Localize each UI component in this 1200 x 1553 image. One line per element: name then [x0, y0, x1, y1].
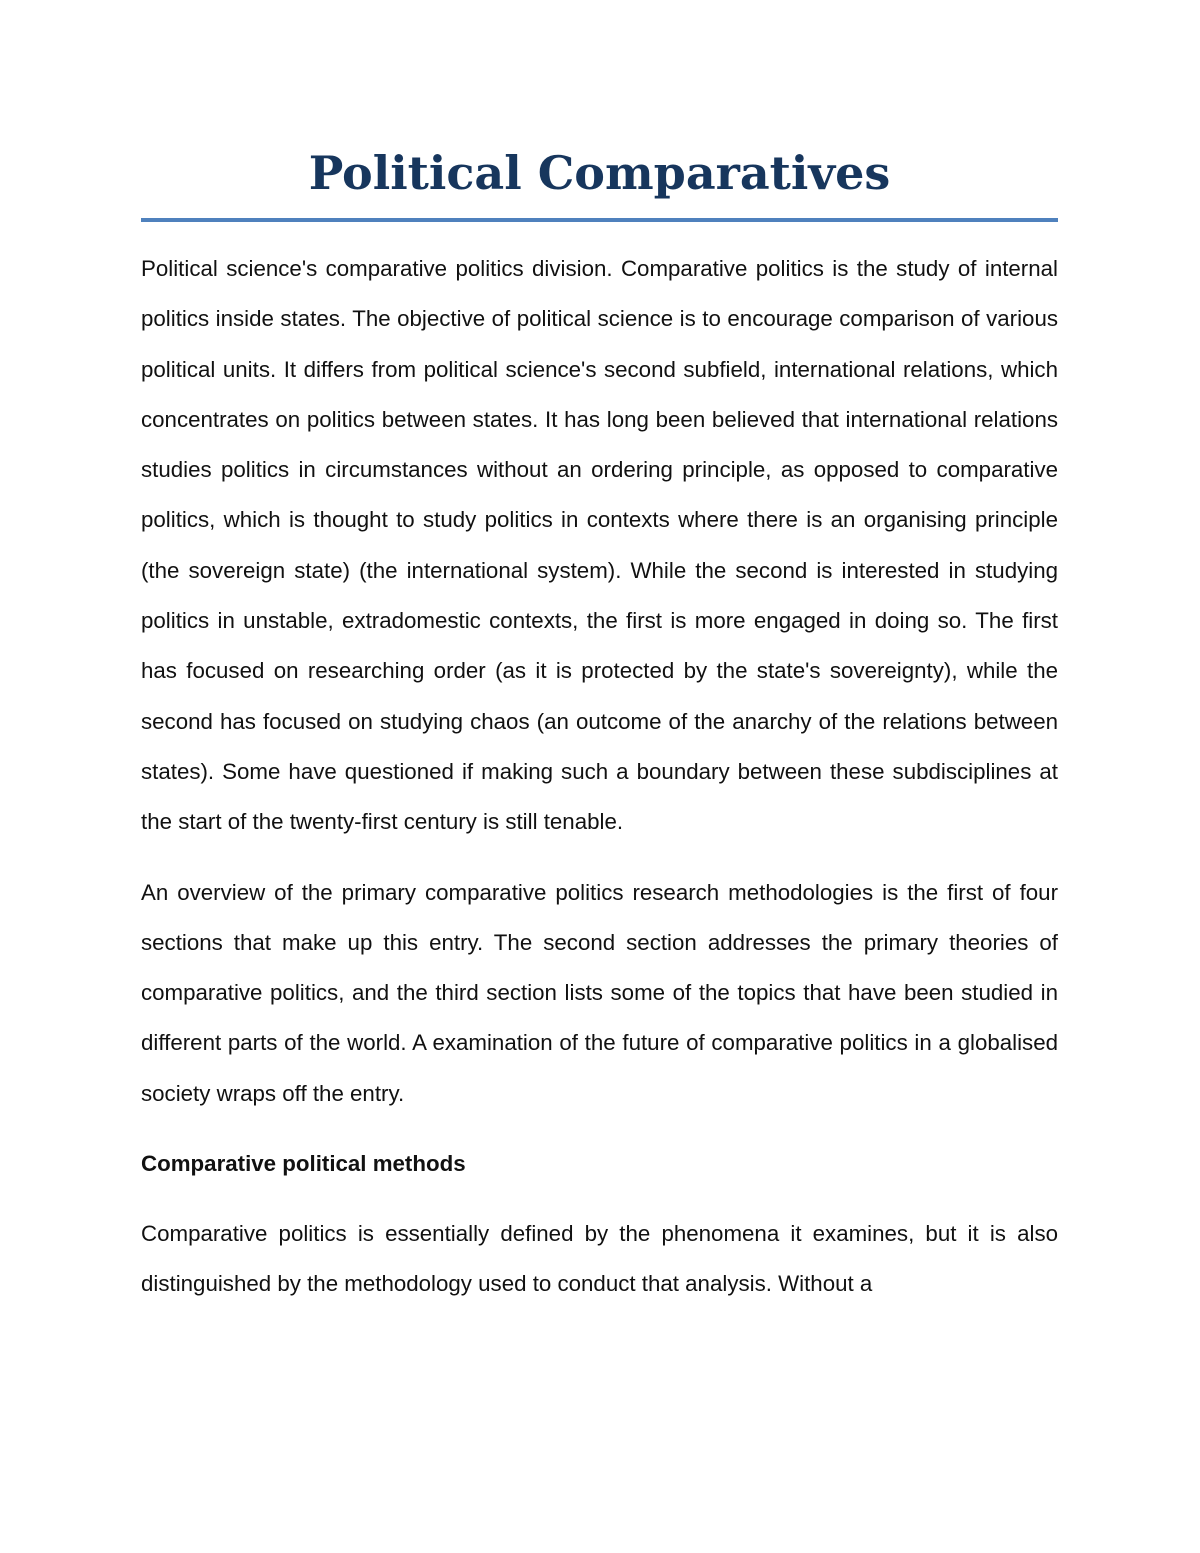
paragraph-overview: An overview of the primary comparative politics research methodologies is the first of four sections that make up this entry. The second section addresses the primary theories of comparative politics, and the third section lists some of the topics that have been studied in different parts of the world. A examination of the future of comparative politics in a globalised society wraps off the entry.	[141, 879, 1058, 1106]
document-title: Political Comparatives	[308, 146, 891, 200]
title-underline-rule	[141, 218, 1058, 222]
paragraph-intro: Political science's comparative politics division. Comparative politics is the study of internal politics inside states. The objective of political science is to encourage comparison of various political units. It differs from political science's second subfield, international relations, which concentrates on politics between states. It has long been believed that international relations studies politics in circumstances without an ordering principle, as opposed to comparative politics, which is thought to study politics in contexts where there is an organising principle (the sovereign state) (the international system). While the second is interested in studying politics in unstable, extradomestic contexts, the first is more engaged in doing so. The first has focused on researching order (as it is protected by the state's sovereignty), while the second has focused on studying chaos (an outcome of the anarchy of the relations between states). Some have questioned if making such a boundary between these subdisciplines at the start of the twenty-first century is still tenable.	[141, 256, 1058, 835]
section-heading-methods: Comparative political methods	[141, 1151, 466, 1177]
document-body	[141, 140, 1058, 1330]
paragraph-methods: Comparative politics is essentially defined by the phenomena it examines, but it is also distinguished by the methodology used to conduct that analysis. Without a	[141, 1221, 1058, 1297]
